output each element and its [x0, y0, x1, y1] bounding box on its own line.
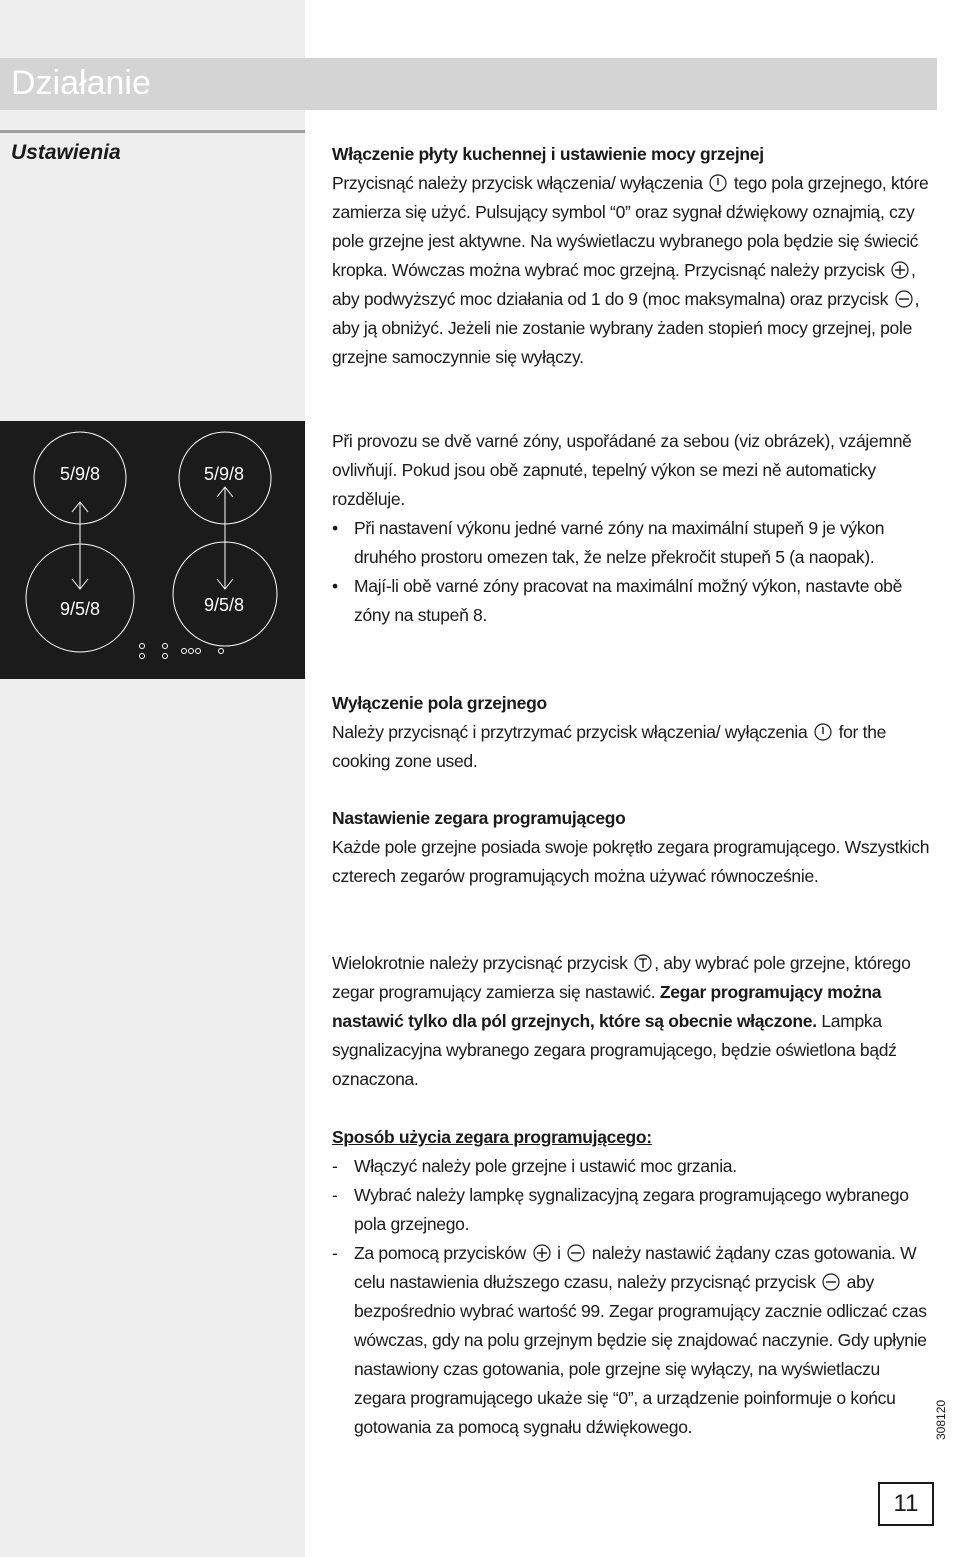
zone-top-right-label: 5/9/8 [203, 464, 245, 484]
section-heading: Nastawienie zegara programującego [332, 808, 626, 828]
timer-button-icon [634, 954, 652, 972]
section-timer-select [332, 949, 932, 1094]
zone-top-left-label: 5/9/8 [59, 464, 101, 484]
paragraph: Należy przycisnąć i przytrzymać przycisk włączenia/ wyłączenia for the cooking zone used. [332, 722, 887, 771]
section-zone-interaction [332, 427, 932, 630]
zone-bottom-right-label: 9/5/8 [203, 595, 245, 615]
section-timer-usage [332, 1123, 932, 1442]
section-heading: Włączenie płyty kuchennej i ustawienie mocy grzejnej [332, 144, 764, 164]
plus-button-icon [533, 1244, 551, 1262]
section-rule [0, 130, 305, 133]
page-number: 11 [878, 1482, 934, 1526]
list-item: • Mají-li obě varné zóny pracovat na maximální možný výkon, nastavte obě zóny na stupeň 8. [332, 572, 932, 630]
dash-list [332, 1152, 932, 1442]
paragraph: Każde pole grzejne posiada swoje pokrętło zegara programującego. Wszystkich czterech zegarów programujących można używać równocześnie. [332, 837, 930, 886]
section-timer [332, 804, 932, 891]
paragraph: Przycisnąć należy przycisk włączenia/ wyłączenia tego pola grzejnego, które zamierza się użyć. Pulsujący symbol “0” oraz sygnał dźwiękowy oznajmią, czy pole grzejne jest aktywne. Na wyświetlaczu wybranego pola będzie się świecić kropka. Wówczas można wybrać moc grzejną. Przycisnąć należy przycisk , aby podwyższyć moc działania od 1 do 9 (moc maksymalna) oraz przycisk , aby ją obniżyć. Jeżeli nie zostanie wybrany żaden stopień mocy grzejnej, pole grzejne samoczynnie się wyłączy. [332, 173, 929, 367]
list-item: - Za pomocą przycisków i należy nastawić żądany czas gotowania. W celu nastawienia dłuższego czasu, należy przycisnąć przycisk aby bezpośrednio wybrać wartość 99. Zegar programujący zacznie odliczać czas wówczas, gdy na polu grzejnym będzie się znajdować naczynie. Gdy upłynie nastawiony czas gotowania, pole grzejne się wyłączy, na wyświetlaczu zegara programującego ukaże się “0”, a urządzenie poinformuje o końcu gotowania za pomocą sygnału dźwiękowego. [332, 1239, 932, 1442]
cooktop-diagram [0, 421, 305, 679]
section-heading: Sposób użycia zegara programującego: [332, 1127, 652, 1147]
paragraph: Při provozu se dvě varné zóny, uspořádané za sebou (viz obrázek), vzájemně ovlivňují. Pokud jsou obě zapnuté, tepelný výkon se mezi ně automaticky rozděluje. [332, 431, 912, 509]
minus-button-icon [822, 1273, 840, 1291]
section-power-off [332, 689, 932, 776]
bullet-list [332, 514, 932, 630]
page-title: Działanie [11, 64, 151, 102]
minus-button-icon [567, 1244, 585, 1262]
list-item: - Włączyć należy pole grzejne i ustawić moc grzania. [332, 1152, 932, 1181]
section-heading: Wyłączenie pola grzejnego [332, 693, 547, 713]
document-code: 308120 [934, 1399, 948, 1440]
zone-bottom-left-label: 9/5/8 [59, 599, 101, 619]
paragraph: Wielokrotnie należy przycisnąć przycisk , aby wybrać pole grzejne, którego zegar programujący zamierza się nastawić. Zegar programujący można nastawić tylko dla pól grzejnych, które są obecnie włączone. Lampka sygnalizacyjna wybranego zegara programującego, będzie oświetlona bądź oznaczona. [332, 953, 911, 1089]
section-label: Ustawienia [11, 141, 121, 164]
section-power-on [332, 140, 932, 372]
left-column [0, 0, 305, 1557]
plus-button-icon [891, 261, 909, 279]
list-item: • Při nastavení výkonu jedné varné zóny na maximální stupeň 9 je výkon druhého prostoru omezen tak, že nelze překročit stupeň 5 (a naopak). [332, 514, 932, 572]
minus-button-icon [895, 290, 913, 308]
list-item: - Wybrać należy lampkę sygnalizacyjną zegara programującego wybranego pola grzejnego. [332, 1181, 932, 1239]
power-button-icon [709, 174, 727, 192]
power-button-icon [814, 723, 832, 741]
